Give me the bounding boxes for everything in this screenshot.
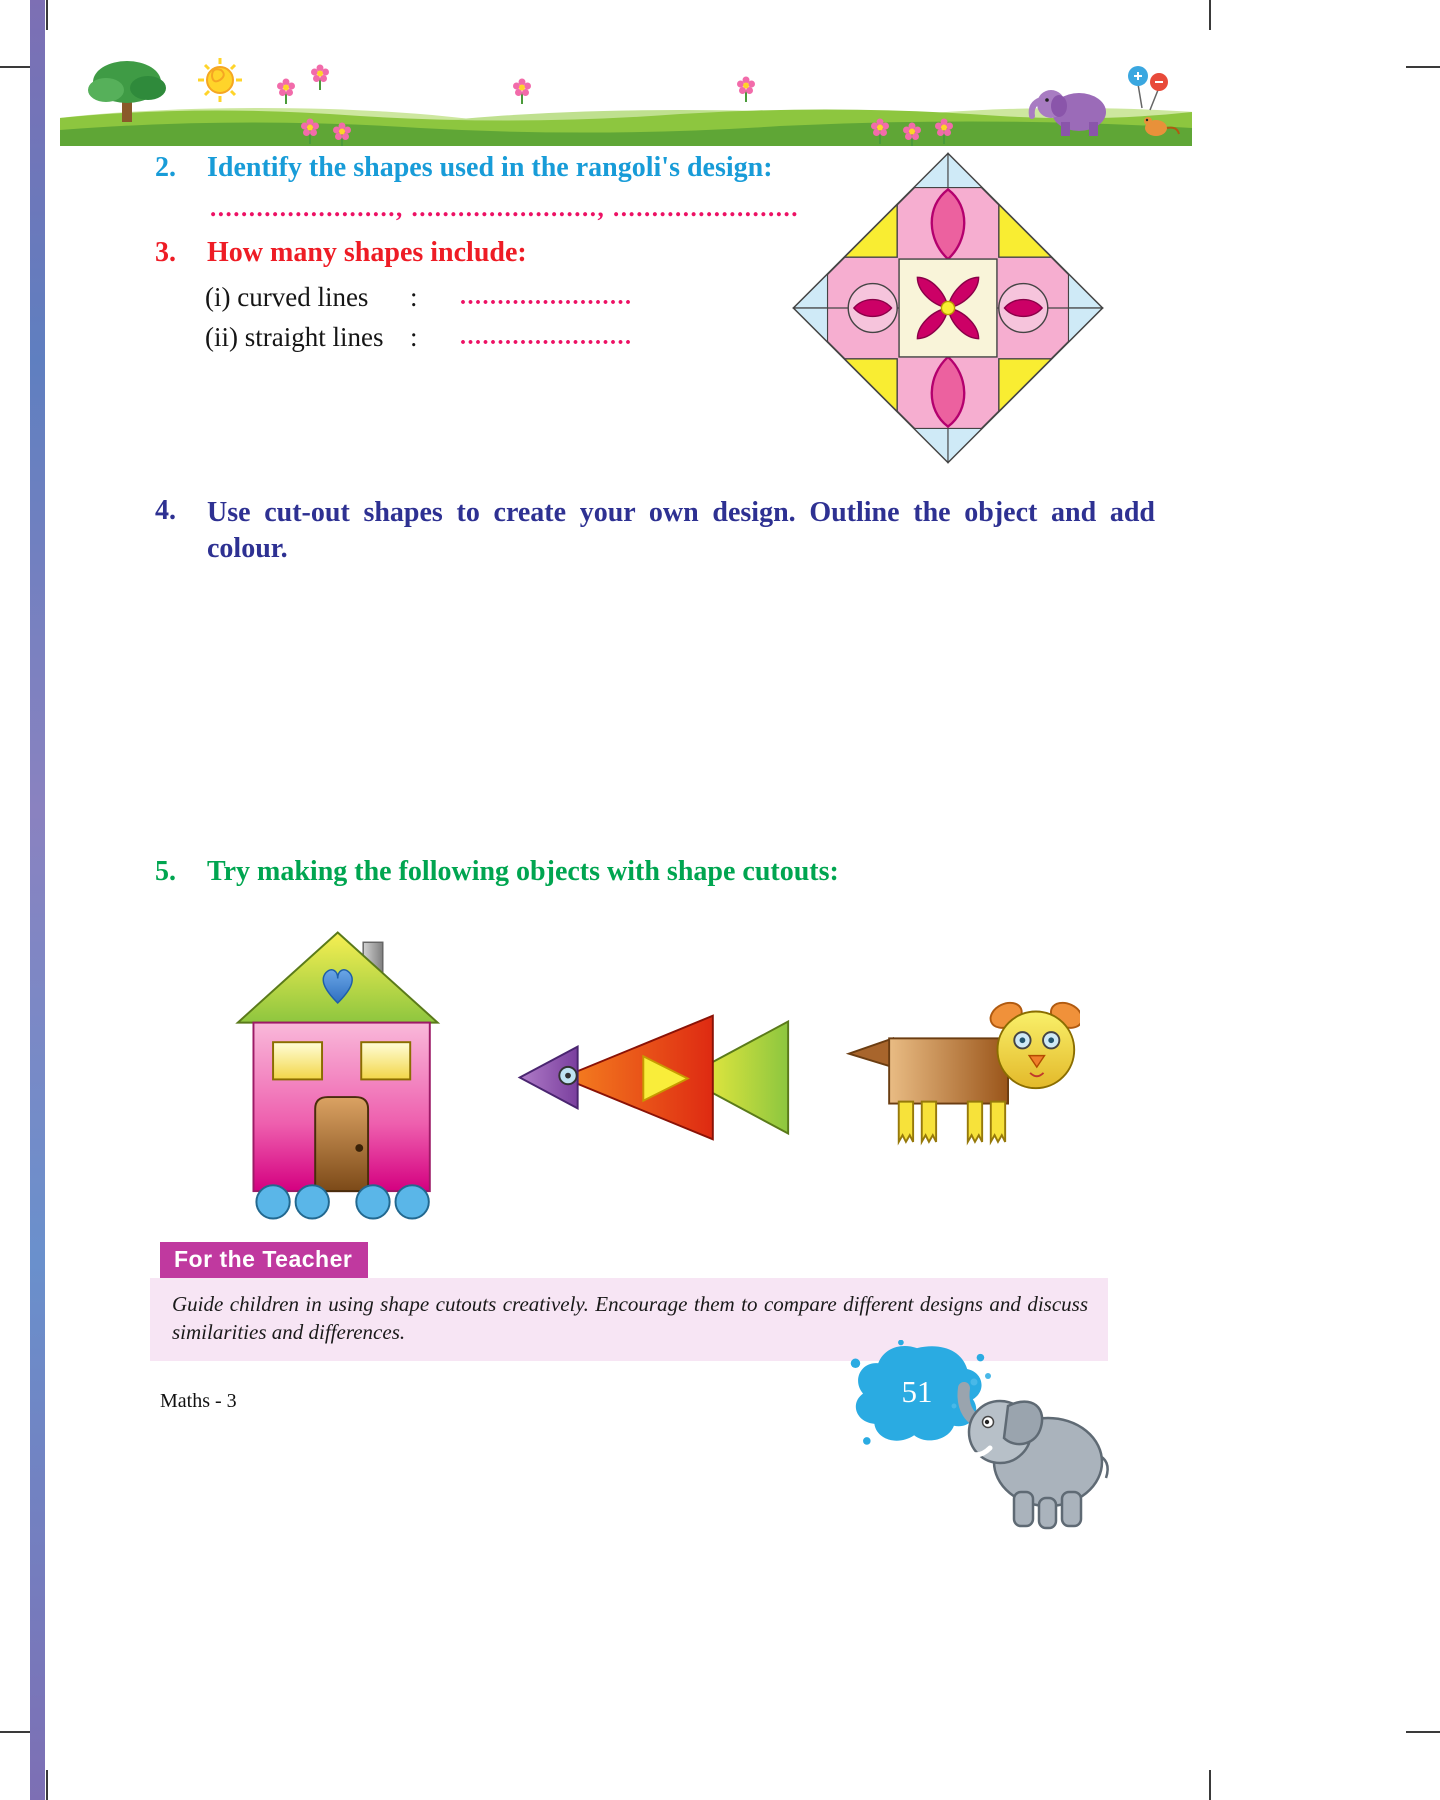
crop-mark (1406, 66, 1440, 68)
water-spray (952, 1373, 992, 1409)
question-2-text: Identify the shapes used in the rangoli's design: (207, 152, 773, 183)
colon: : (410, 322, 418, 352)
crop-mark (46, 1770, 48, 1800)
crop-mark (46, 0, 48, 30)
book-footer-label: Maths - 3 (160, 1390, 237, 1412)
rangoli-center-flower (899, 259, 997, 357)
house-doorknob (355, 1144, 363, 1152)
balloons-icon (1128, 66, 1168, 110)
decorative-meadow-banner (60, 58, 1192, 146)
fish-pupil (565, 1073, 571, 1079)
flower-icon (277, 79, 295, 105)
question-2-number: 2. (155, 152, 176, 183)
flower-icon (513, 79, 531, 105)
flower-icon (311, 65, 329, 91)
fish-of-shapes (512, 1008, 792, 1148)
question-3-text: How many shapes include: (207, 237, 527, 268)
page-edge-strip (30, 0, 45, 1800)
house-art (228, 928, 468, 1223)
elephant-legs (1014, 1492, 1081, 1528)
crop-mark (0, 66, 34, 68)
rangoli-design (788, 148, 1108, 468)
colon: : (410, 282, 418, 312)
curved-lines-label: (i) curved lines (205, 282, 369, 312)
question-5-number: 5. (155, 856, 176, 887)
page-number: 51 (901, 1374, 933, 1409)
dog-art (845, 1000, 1080, 1163)
dog-tail-triangle (849, 1038, 893, 1067)
straight-lines-answer-line: ....................... (460, 324, 633, 350)
house-door (315, 1097, 368, 1191)
sun-icon (198, 58, 242, 102)
teacher-note-body: Guide children in using shape cutouts creatively. Encourage them to compare different designs and discuss similarities and differences. (150, 1278, 1108, 1361)
crop-mark (1406, 1731, 1440, 1733)
straight-lines-label: (ii) straight lines (205, 322, 384, 352)
question-4 (155, 495, 1155, 567)
fish-art (512, 1008, 792, 1148)
crop-mark (1209, 0, 1211, 30)
house-of-shapes (228, 928, 468, 1223)
dog-body-rectangle (889, 1038, 1008, 1103)
question-3-row-straight (205, 322, 633, 353)
teacher-note-title: For the Teacher (160, 1242, 368, 1279)
fish-body-triangle (562, 1016, 713, 1140)
question-3-row-curved (205, 282, 633, 313)
flower-icon (737, 77, 755, 103)
house-window (361, 1042, 410, 1079)
elephant-mascot (946, 1352, 1124, 1534)
elephant-ear (1004, 1402, 1042, 1445)
dog-legs (899, 1102, 1005, 1142)
question-2-answer-line: ........................, ........................, ........................ (210, 195, 799, 222)
elephant-mascot-icon (946, 1352, 1124, 1534)
question-3-number: 3. (155, 237, 176, 268)
question-4-number: 4. (155, 495, 176, 526)
dog-of-shapes (845, 1000, 1080, 1163)
crop-mark (0, 1731, 34, 1733)
house-window (273, 1042, 322, 1079)
curved-lines-answer-line: ....................... (460, 284, 633, 310)
question-3 (155, 237, 855, 269)
crop-mark (1209, 1770, 1211, 1800)
question-5 (155, 856, 1055, 888)
elephant-pupil (985, 1420, 989, 1424)
meadow-banner-art (60, 58, 1192, 146)
rangoli-art (788, 148, 1108, 468)
question-5-text: Try making the following objects with shape cutouts: (207, 856, 839, 887)
question-4-text: Use cut-out shapes to create your own design. Outline the object and add colour. (207, 497, 1155, 564)
